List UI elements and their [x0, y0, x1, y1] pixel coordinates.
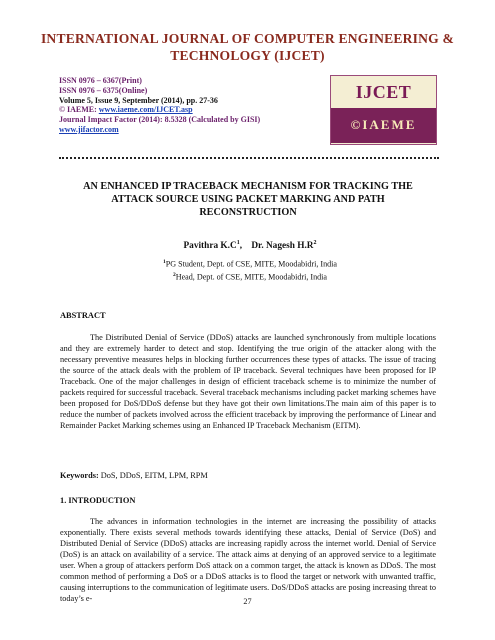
journal-meta: [59, 76, 309, 135]
affiliation-line: [100, 270, 400, 283]
affiliation-sup: 1: [162, 259, 166, 265]
logo-ijcet-text: IJCET: [355, 82, 412, 102]
abstract-body: [60, 332, 436, 431]
iaeme-link[interactable]: www.iaeme.com/IJCET.asp: [98, 105, 193, 115]
keywords-label: Keywords:: [60, 471, 99, 480]
abstract-text: The Distributed Denial of Service (DDoS) attacks are launched synchronously from multiple locations and they are extremely harder to detect and stop. Identifying the true origin of the attacker along with the necessary preventive measures helps in blocking further occurrences these types of attacks. The issue of tracing the source of the attack deals with the problem of IP traceback. Several techniques have been proposed for IP Traceback. One of the major challenges in design of efficient traceback scheme is to minimize the number of packets required for successful traceback. Several traceback mechanisms including packet marking schemes have been proposed for DoS/DDoS defense but they have got their own limitations.The main aim of this paper is to reduce the number of packets involved across the efficient traceback by improving the performance of Linear and Remainder Packet Marking schemes using an Enhanced IP Traceback Mechanism (EITM).: [60, 333, 436, 431]
affiliation-text: PG Student, Dept. of CSE, MITE, Moodabidri, India: [165, 259, 338, 269]
logo-iaeme-text: ©IAEME: [331, 108, 436, 143]
affiliations: [100, 257, 400, 283]
iaeme-prefix: © IAEME:: [59, 105, 99, 115]
keywords: [60, 471, 436, 480]
paper-title-line1: AN ENHANCED IP TRACEBACK MECHANISM FOR TRACKING THE: [83, 181, 413, 192]
impact-factor: Journal Impact Factor (2014): 8.5328 (Calculated by GISI): [59, 115, 261, 125]
journal-title-line2: TECHNOLOGY (IJCET): [170, 48, 325, 63]
keywords-text: DoS, DDoS, EITM, LPM, RPM: [98, 471, 208, 480]
volume-info: Volume 5, Issue 9, September (2014), pp. 27-36: [59, 95, 218, 105]
page-number: 27: [243, 597, 252, 606]
header-divider: [59, 157, 439, 159]
author-name: Pavithra K.C: [183, 241, 237, 252]
paper-title-line2: ATTACK SOURCE USING PACKET MARKING AND PATH: [111, 194, 385, 205]
author-sup: 1: [236, 240, 240, 246]
introduction-text: The advances in information technologies in the internet are increasing the possibility of attacks exponentially. There exists several methods towards identifying these attacks, Denial of Service (DoS) and Distributed Denial of Service (DDoS) attacks are increasing rapidly across the internet world. Denial of Service (DoS) is an attack on availability of a service. The attack aims at denying of an approved service to a legitimate user. When a group of attackers perform DoS attack on a common target, the attack is known as DDoS. The most common method of performing a DoS or a DDoS attacks is to flood the target or network with unwanted traffic, causing interruptions to the communication of legitimate users. DoS/DDoS attacks are posing increasing threat to today’s e-: [60, 517, 436, 604]
affiliation-text: Head, Dept. of CSE, MITE, Moodabidri, India: [175, 272, 328, 282]
introduction-body: [60, 516, 436, 604]
affiliation-sup: 2: [172, 272, 176, 279]
iaeme-line: [59, 105, 309, 115]
abstract-heading: ABSTRACT: [60, 311, 106, 320]
issn-print: ISSN 0976 – 6367(Print): [59, 76, 142, 85]
affiliation-line: [100, 257, 400, 270]
author-list: Pavithra $K.C^1$, Dr. Nagesh $H.R^2$: [183, 240, 317, 252]
journal-title-line1: INTERNATIONAL JOURNAL OF COMPUTER ENGINEERING &: [40, 31, 455, 46]
jifactor-link[interactable]: www.jifactor.com: [59, 124, 119, 134]
author-name: Dr. Nagesh H.R: [251, 241, 314, 252]
paper-title-line3: RECONSTRUCTION: [199, 207, 297, 218]
issn-online: ISSN 0976 – 6375(Online): [59, 85, 148, 95]
introduction-heading: 1. INTRODUCTION: [60, 496, 136, 505]
ijcet-logo: [330, 75, 437, 145]
paper-title: [62, 180, 434, 219]
author-sup: 2: [313, 240, 317, 246]
journal-title: [40, 30, 455, 64]
